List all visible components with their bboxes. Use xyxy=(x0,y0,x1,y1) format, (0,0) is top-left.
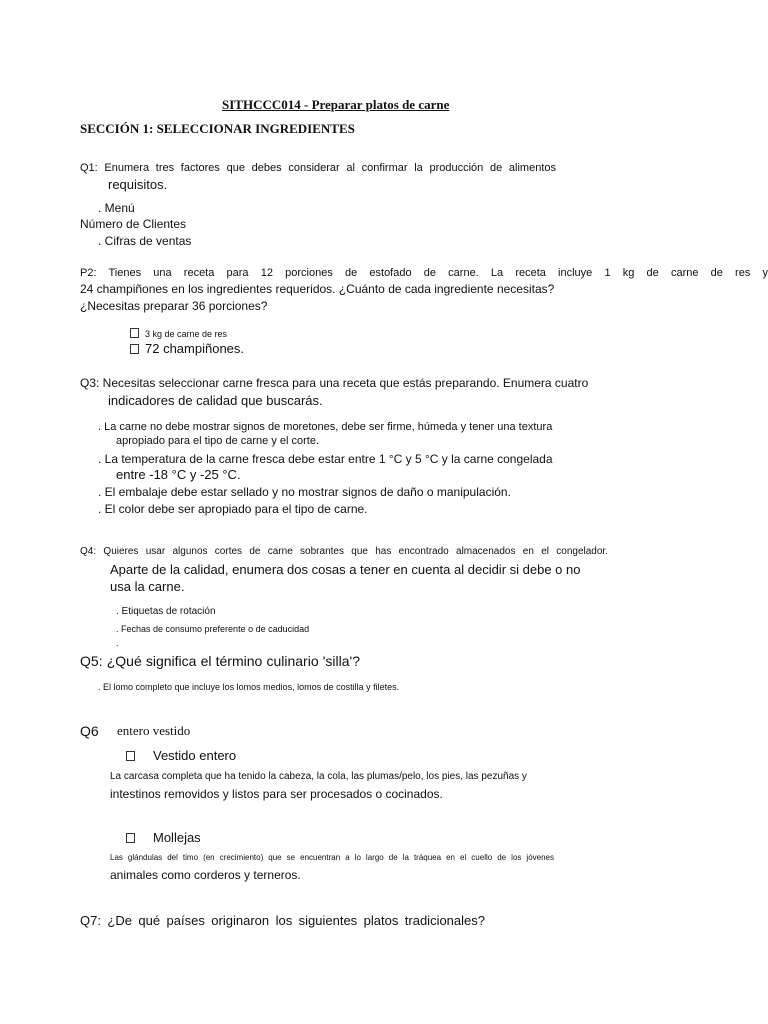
q6-heading: entero vestido xyxy=(117,723,191,738)
document-title: SITHCCC014 - Preparar platos de carne xyxy=(222,97,450,112)
q3-question-line2: indicadores de calidad que buscarás. xyxy=(108,393,323,408)
q3-answer-3: . El embalaje debe estar sellado y no mostrar signos de daño o manipulación. xyxy=(98,485,511,499)
p2-answer-1-text: 3 kg de carne de res xyxy=(145,329,228,339)
q1-question-line2: requisitos. xyxy=(108,177,168,192)
q3-answer-1-line2: apropiado para el tipo de carne y el corte. xyxy=(116,435,320,447)
q4-answer-2: . Fechas de consumo preferente o de caducidad xyxy=(116,624,310,634)
p2-answer-1 xyxy=(130,328,227,339)
q4-answer-3: . xyxy=(116,638,119,648)
p2-answer-2 xyxy=(130,342,244,357)
p2-answer-2-text: 72 champiñones. xyxy=(145,341,245,356)
p2-question-line1: P2: Tienes una receta para 12 porciones de estofado de carne. La receta incluye 1 kg de carne de res y xyxy=(80,267,768,279)
q4-answer-1: . Etiquetas de rotación xyxy=(116,606,216,617)
q4-question-line1: Q4: Quieres usar algunos cortes de carne sobrantes que has encontrado almacenados en el congelador. xyxy=(80,546,608,557)
q6-item-2-title-text: Mollejas xyxy=(153,830,201,845)
q4-question-line3: usa la carne. xyxy=(110,579,185,594)
q6-item-2-line1: Las glándulas del timo (en crecimiento) que se encuentran a lo largo de la tráquea en el cuello de los jóvenes xyxy=(110,853,554,862)
q6-item-2-line2: animales como corderos y terneros. xyxy=(110,868,301,882)
q3-question-line1: Q3: Necesitas seleccionar carne fresca para una receta que estás preparando. Enumera cuatro xyxy=(80,376,589,390)
q6-label: Q6 xyxy=(80,723,99,739)
q6-item-1-line2: intestinos removidos y listos para ser procesados o cocinados. xyxy=(110,787,443,801)
q5-question: Q5: ¿Qué significa el término culinario 'silla'? xyxy=(80,653,360,669)
q1-question-line1: Q1: Enumera tres factores que debes considerar al confirmar la producción de alimentos xyxy=(80,162,556,174)
q6-item-1-line1: La carcasa completa que ha tenido la cabeza, la cola, las plumas/pelo, los pies, las pezuñas y xyxy=(110,771,527,782)
checkbox-icon xyxy=(130,328,139,338)
checkbox-icon xyxy=(130,344,139,354)
q5-answer: . El lomo completo que incluye los lomos medios, lomos de costilla y filetes. xyxy=(98,682,400,692)
q6-item-1-title xyxy=(126,749,236,764)
q3-answer-1-line1: . La carne no debe mostrar signos de moretones, debe ser firme, húmeda y tener una textura xyxy=(98,421,553,433)
q4-question-line2: Aparte de la calidad, enumera dos cosas a tener en cuenta al decidir si debe o no xyxy=(110,562,581,577)
q3-answer-2-line1: . La temperatura de la carne fresca debe estar entre 1 °C y 5 °C y la carne congelada xyxy=(98,452,553,466)
q1-answer-3: . Cifras de ventas xyxy=(98,234,192,248)
p2-question-line2: 24 champiñones en los ingredientes requeridos. ¿Cuánto de cada ingrediente necesitas? xyxy=(80,282,555,296)
q3-answer-4: . El color debe ser apropiado para el tipo de carne. xyxy=(98,502,368,516)
q7-question: Q7: ¿De qué países originaron los siguientes platos tradicionales? xyxy=(80,913,485,928)
q1-answer-2: Número de Clientes xyxy=(80,217,187,231)
section-heading: SECCIÓN 1: SELECCIONAR INGREDIENTES xyxy=(80,121,355,136)
q6-item-1-title-text: Vestido entero xyxy=(153,748,237,763)
q1-answer-1: . Menú xyxy=(98,201,135,215)
checkbox-icon xyxy=(126,833,135,843)
checkbox-icon xyxy=(126,751,135,761)
p2-question-line3: ¿Necesitas preparar 36 porciones? xyxy=(80,299,268,313)
q3-answer-2-line2: entre -18 °C y -25 °C. xyxy=(116,467,241,482)
q6-item-2-title xyxy=(126,831,201,846)
